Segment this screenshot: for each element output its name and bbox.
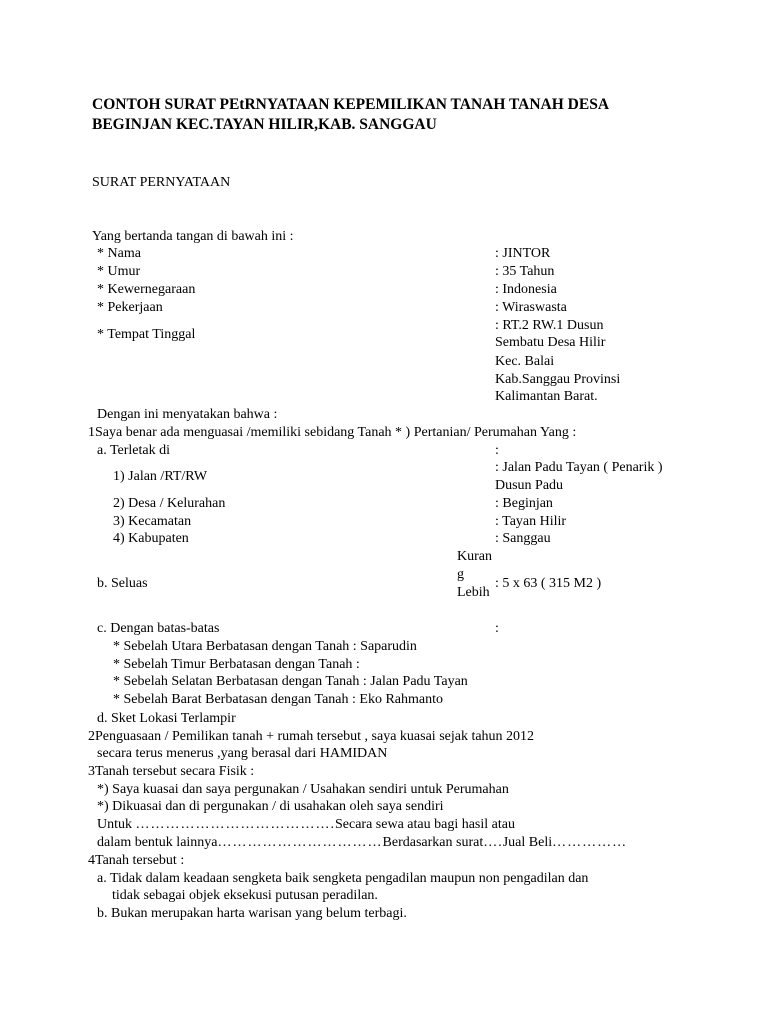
item3-text: Tanah tersebut secara Fisik : [95,764,255,779]
borders-label: c. Dengan batas-batas [97,621,220,636]
location-colon: : [495,443,499,458]
item3-line: *) Dikuasai dan di pergunakan / di usahakan oleh saya sendiri [97,799,444,814]
document-title-line1: CONTOH SURAT PEtRNYATAAN KEPEMILIKAN TANAH TANAH DESA [92,96,610,113]
location-label-street: 1) Jalan /RT/RW [113,469,208,484]
location-value-street: Dusun Padu [495,478,564,493]
area-value: : 5 x 63 ( 315 M2 ) [495,576,602,591]
identity-value-occupation: : Wiraswasta [495,300,567,315]
address-line: Kab.Sanggau Provinsi [495,372,621,387]
address-line: Kec. Balai [495,354,555,369]
item4-text: Tanah tersebut : [95,853,185,868]
item3-dalam-line [97,834,627,851]
address-line: Sembatu Desa Hilir [495,335,606,350]
border-north: * Sebelah Utara Berbatasan dengan Tanah : Saparudin [113,639,417,654]
item-number-2: 2 [88,729,95,744]
fill-dots: …………… [552,835,628,850]
dalam-label: dalam bentuk lainnya [97,835,218,850]
item3-line: *) Saya kuasai dan saya pergunakan / Usahakan sendiri untuk Perumahan [97,782,509,797]
identity-label-name: * Nama [97,246,141,261]
location-label-village: 2) Desa / Kelurahan [113,496,226,511]
identity-label-occupation: * Pekerjaan [97,300,163,315]
fill-dots: …………………………… [217,835,383,850]
address-line: : RT.2 RW.1 Dusun [495,318,604,333]
border-south: * Sebelah Selatan Berbatasan dengan Tanah : Jalan Padu Tayan [113,674,468,689]
border-west: * Sebelah Barat Berbatasan dengan Tanah : Eko Rahmanto [113,692,443,707]
item2-line2: secara terus menerus ,yang berasal dari HAMIDAN [97,746,388,761]
area-qualifier-line: Lebih [457,585,490,600]
dalam-text-2: Jual Beli [502,835,553,850]
identity-value-age: : 35 Tahun [495,264,555,279]
item4-a-line2: tidak sebagai objek eksekusi putusan peradilan. [112,888,378,903]
untuk-text: Secara sewa atau bagi hasil atau [335,817,515,832]
location-label: a. Terletak di [97,443,171,458]
document-title-line2: BEGINJAN KEC.TAYAN HILIR,KAB. SANGGAU [92,116,437,133]
location-value-regency: : Sanggau [495,531,551,546]
item-number-1: 1 [88,425,95,440]
area-qualifier-line: g [457,567,464,582]
identity-label-address: * Tempat Tinggal [97,327,196,342]
sketch-note: d. Sket Lokasi Terlampir [97,711,236,726]
location-value-village: : Beginjan [495,496,553,511]
item4-b-line: b. Bukan merupakan harta warisan yang belum terbagi. [97,906,407,921]
fill-dots: …. [483,835,503,850]
identity-label-nationality: * Kewernegaraan [97,282,196,297]
identity-value-nationality: : Indonesia [495,282,557,297]
area-qualifier-line: Kuran [457,549,492,564]
item1-text: Saya benar ada menguasai /memiliki sebidang Tanah * ) Pertanian/ Perumahan Yang : [95,425,577,440]
address-line: Kalimantan Barat. [495,389,598,404]
untuk-label: Untuk [97,817,132,832]
item4-a-line1: a. Tidak dalam keadaan sengketa baik sengketa pengadilan maupun non pengadilan dan [97,871,589,886]
letter-heading: SURAT PERNYATAAN [92,175,231,190]
identity-value-name: : JINTOR [495,246,551,261]
dalam-text-1: Berdasarkan surat [382,835,484,850]
area-label: b. Seluas [97,576,148,591]
location-label-regency: 4) Kabupaten [113,531,189,546]
item-number-4: 4 [88,853,95,868]
item2-line1: Penguasaan / Pemilikan tanah + rumah tersebut , saya kuasai sejak tahun 2012 [95,729,535,744]
item-number-3: 3 [88,764,95,779]
location-label-district: 3) Kecamatan [113,514,192,529]
fill-dots: …………………………………. [135,817,335,832]
borders-colon: : [495,621,499,636]
item3-untuk-line [97,816,515,833]
intro-text: Yang bertanda tangan di bawah ini : [92,229,294,244]
statement-intro: Dengan ini menyatakan bahwa : [97,407,278,422]
location-value-street: : Jalan Padu Tayan ( Penarik ) [495,460,663,475]
border-east: * Sebelah Timur Berbatasan dengan Tanah : [113,657,360,672]
identity-label-age: * Umur [97,264,141,279]
location-value-district: : Tayan Hilir [495,514,567,529]
